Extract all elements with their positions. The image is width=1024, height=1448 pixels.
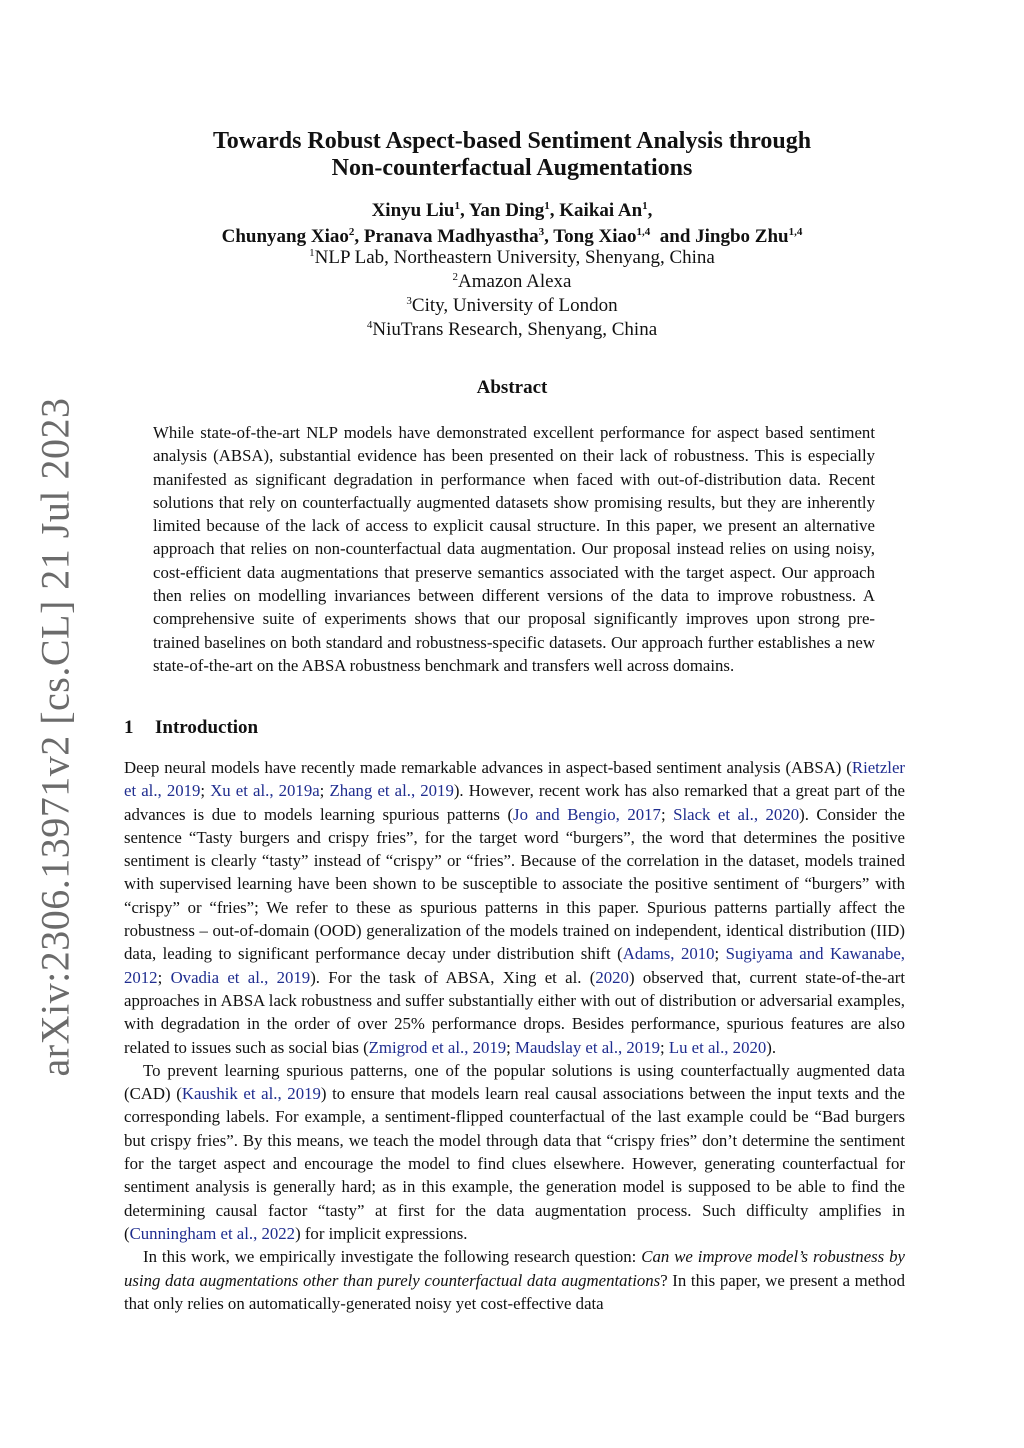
citation-link[interactable]: Xu et al., 2019a [210,781,320,801]
text-run: ) to ensure that models learn real causal associations between the input texts and the corresponding labels. For example, a sentiment-flipped counterfactual of the last example could be “Bad burgers but crispy fries”. By this means, we teach the model through data that “crispy fries” don’t determine the sentiment for the target aspect and encourage the model to find clues elsewhere. However, generating counterfactual for sentiment analysis is generally hard; as in this example, the generation model is supposed to be able to find the determining causal factor “tasty” at first for the data augmentation process. Such difficulty amplifies in ( [124,1084,905,1243]
affiliation [0,246,1024,270]
affiliation-mark: 2 [452,271,459,283]
author-name: Tong Xiao [553,226,637,247]
affiliation [0,270,1024,294]
author-affil-mark: 1,4 [788,226,803,238]
text-run: ; [506,1037,516,1057]
author-affil-mark: 2 [348,226,355,238]
text-run: ; [319,781,330,801]
arxiv-identifier: arXiv:2306.13971v2 [cs.CL] 21 Jul 2023 [32,397,78,1077]
affiliation-mark: 3 [406,295,412,307]
author-name: Jingbo Zhu [695,226,789,247]
citation-link[interactable]: Slack et al., 2020 [673,804,800,824]
text-run: ; [157,967,171,987]
affiliation-mark: 4 [366,319,373,331]
citation-link[interactable]: Zmigrod et al., 2019 [368,1037,507,1057]
text-run: ; [659,1037,669,1057]
citation-link[interactable]: Rietzler et al., 2019 [124,758,905,801]
citation-link[interactable]: Adams, 2010 [622,944,715,964]
title-line-2: Non-counterfactual Augmentations [331,155,693,181]
section-number: 1 [124,717,134,738]
abstract-text: While state-of-the-art NLP models have demonstrated excellent performance for aspect based sentiment analysis (ABSA), substantial evidence has been presented on their lack of robustness. This is especially manifested as significant degradation in performance when faced with out-of-distribution data. Recent solutions that rely on counterfactually augmented datasets show promising results, but they are inherently limited because of the lack of access to explicit causal structure. In this paper, we present an alternative approach that relies on non-counterfactual data augmentation. Our proposal instead relies on using noisy, cost-efficient data augmentations that preserve semantics associated with the target aspect. Our approach then relies on modelling invariances between different versions of the data to improve robustness. A comprehensive suite of experiments shows that our proposal significantly improves upon strong pre-trained baselines on both standard and robustness-specific datasets. Our approach further establishes a new state-of-the-art on the ABSA robustness benchmark and transfers well across domains. [153,423,875,675]
citation-link[interactable]: Jo and Bengio, 2017 [513,804,661,824]
text-run: ). For the task of ABSA, Xing et al. ( [310,967,596,987]
text-run: ; [714,944,726,964]
citation-link[interactable]: 2020 [595,967,629,987]
author-separator: , [354,226,364,247]
text-run: To prevent learning spurious patterns, one of the popular solutions is using counterfactually augmented data (CAD) ( [124,1060,905,1104]
author-name: Pranava Madhyastha [363,226,539,247]
author-separator: , [544,226,554,247]
abstract-heading: Abstract [476,377,548,398]
text-run: ). However, recent work has also remarked that a great part of the advances is due to models learning spurious patterns ( [124,781,905,824]
section-title: Introduction [155,717,259,738]
author-affil-mark: 1 [642,200,648,212]
citation-link[interactable]: Sugiyama and Kawanabe, 2012 [124,944,905,987]
author-line-1 [0,198,1024,224]
paragraph-2 [124,1059,905,1245]
paper-title [0,128,1024,182]
author-name: Xinyu Liu [371,200,455,221]
author-separator: and [650,226,696,247]
paragraph-1 [124,756,905,1059]
text-run: ). Consider the sentence “Tasty burgers and crispy fries”, for the target word “burgers”, the word that determines the positive sentiment is clearly “tasty” instead of “crispy” or “fries”. Because of the correlation in the dataset, models trained with supervised learning have been shown to be susceptible to associate the positive sentiment of “burgers” with “crispy” or “fries”; We refer to these as spurious patterns in this paper. Spurious patterns partially affect the robustness – out-of-domain (OOD) generalization of the models trained on independent, identical distribution (IID) data, leading to significant performance decay under distribution shift ( [124,804,905,964]
affiliation [0,318,1024,342]
citation-link[interactable]: Zhang et al., 2019 [329,781,454,801]
author-name: Kaikai An [559,200,643,221]
author-affil-mark: 1 [454,200,460,212]
research-question-text: Can we improve model’s robustness by using data augmentations other than purely counterfactual data augmentations [124,1247,905,1290]
affiliation [0,294,1024,318]
author-separator: , [549,200,560,221]
text-run: In this work, we empirically investigate the following research question: [143,1247,642,1267]
citation-link[interactable]: Cunningham et al., 2022 [129,1223,296,1243]
affiliation-text: City, University of London [411,295,618,316]
text-run: ; [660,804,674,824]
text-run: ). [766,1037,777,1057]
text-run: ? In this paper, we present a method that only relies on automatically-generated noisy yet cost-effective data [124,1270,906,1313]
citation-link[interactable]: Ovadia et al., 2019 [170,967,311,987]
author-affil-mark: 1,4 [636,226,651,238]
text-run: ) observed that, current state-of-the-art approaches in ABSA lack robustness and suffer substantially either with out of distribution or adversarial examples, with degradation in the order of over 25% performance drops. Besides performance, spurious features are also related to issues such as social bias ( [124,967,905,1057]
author-separator: , [459,200,469,221]
author-affil-mark: 1 [544,200,550,212]
affiliation-text: NLP Lab, Northeastern University, Shenyang, China [314,247,715,268]
author-separator: , [647,200,653,221]
author-affil-mark: 3 [538,226,545,238]
author-name: Yan Ding [468,200,545,221]
affiliation-list [0,246,1024,342]
paragraph-3 [124,1245,905,1315]
citation-link[interactable]: Kaushik et al., 2019 [181,1084,321,1104]
section-heading [124,717,258,739]
author-name: Chunyang Xiao [221,226,349,247]
text-run: Deep neural models have recently made remarkable advances in aspect-based sentiment analysis (ABSA) ( [124,758,852,777]
text-run: ) for implicit expressions. [295,1223,468,1243]
body-text [124,756,905,1315]
affiliation-text: NiuTrans Research, Shenyang, China [372,319,658,340]
citation-link[interactable]: Maudslay et al., 2019 [515,1037,660,1057]
affiliation-mark: 1 [309,247,315,259]
title-line-1: Towards Robust Aspect-based Sentiment Analysis through [212,128,812,154]
text-run: ; [200,781,211,801]
citation-link[interactable]: Lu et al., 2020 [668,1037,767,1057]
author-list [0,198,1024,250]
affiliation-text: Amazon Alexa [458,271,572,292]
